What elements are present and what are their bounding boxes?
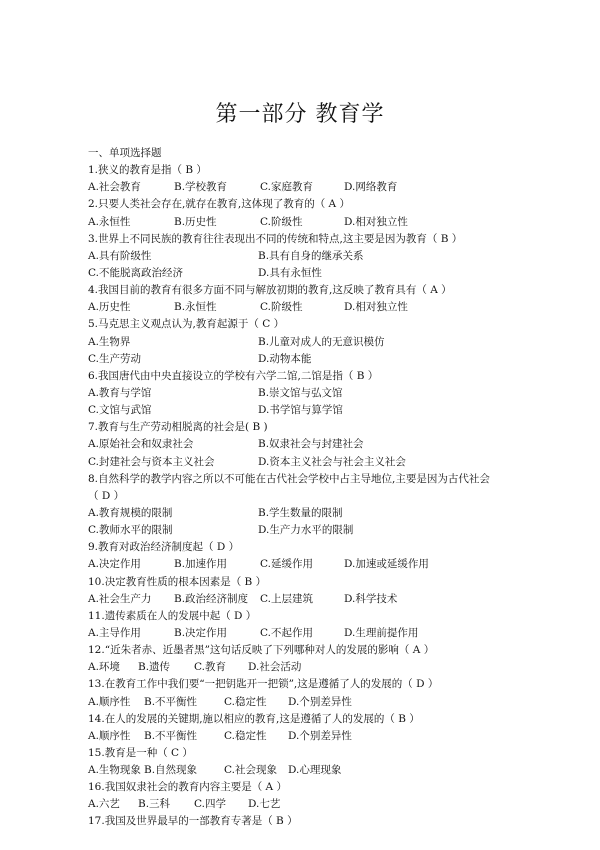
answer-option: D.具有永恒性	[258, 266, 322, 279]
answer-option: A.顺序性	[88, 695, 131, 708]
answer-option: A.教育与学馆	[88, 386, 152, 399]
answer-option: A.生物现象	[88, 764, 141, 777]
answer-option: A.主导作用	[88, 626, 141, 639]
options-row	[88, 728, 518, 745]
answer-option: C.生产劳动	[88, 352, 141, 365]
options-row	[88, 402, 518, 419]
answer-option: C.阶级性	[260, 215, 303, 228]
options-row	[88, 556, 518, 573]
answer-option: D.资本主义社会与社会主义社会	[258, 455, 406, 468]
question-text: 10.决定教育性质的根本因素是（ B ）	[88, 575, 267, 588]
answer-option: C.教师水平的限制	[88, 524, 173, 537]
answer-option: A.永恒性	[88, 215, 131, 228]
answer-option: D.心理现象	[288, 764, 342, 777]
answer-option: A.历史性	[88, 301, 131, 314]
question-text: 12.“近朱者赤、近墨者黑”这句话反映了下列哪种对人的发展的影响（ A ）	[88, 644, 435, 657]
answer-option: A.决定作用	[88, 558, 141, 571]
page-title: 第一部分 教育学	[215, 102, 385, 127]
section-heading: 一、单项选择题	[88, 147, 162, 159]
options-row	[88, 351, 518, 368]
answer-option: C.阶级性	[260, 301, 303, 314]
question-text: 3.世界上不同民族的教育往往表现出不同的传统和特点,这主要是因为教育（ B ）	[88, 232, 463, 245]
question-text: 13.在教育工作中我们要“一把钥匙开一把锁”,这是遵循了人的发展的（ D ）	[88, 678, 439, 691]
question-text: 11.遗传素质在人的发展中起（ D ）	[88, 609, 257, 622]
question-text: 6.我国唐代由中央直接设立的学校有六学二馆,二馆是指（ B ）	[88, 369, 379, 382]
answer-option: B.决定作用	[174, 626, 228, 639]
question-text: 4.我国目前的教育有很多方面不同与解放初期的教育,这反映了教育具有（ A ）	[88, 284, 452, 297]
options-row	[88, 248, 518, 265]
answer-option: C.文馆与武馆	[88, 404, 152, 417]
answer-option: D.生产力水平的限制	[258, 524, 354, 537]
answer-option: D.社会活动	[248, 661, 302, 674]
answer-option: B.儿童对成人的无意识模仿	[258, 335, 385, 348]
question-text: 1.狭义的教育是指（ B ）	[88, 164, 207, 177]
question-text-continued: （ D ）	[88, 489, 125, 502]
answer-option: B.不平衡性	[144, 695, 198, 708]
answer-option: B.学校教育	[174, 181, 228, 194]
question-text: 8.自然科学的教学内容之所以不可能在古代社会学校中占主导地位,主要是因为古代社会	[88, 472, 490, 485]
options-row	[88, 796, 518, 813]
answer-option: D.生理前提作用	[344, 626, 419, 639]
answer-option: B.历史性	[174, 215, 217, 228]
answer-option: C.四学	[194, 798, 226, 811]
answer-option: A.六艺	[88, 798, 120, 811]
answer-option: A.社会生产力	[88, 592, 152, 605]
options-row	[88, 334, 518, 351]
answer-option: C.延缓作用	[260, 558, 313, 571]
answer-option: D.加速或延缓作用	[344, 558, 429, 571]
answer-option: D.网络教育	[344, 181, 398, 194]
answer-option: C.不起作用	[260, 626, 313, 639]
answer-option: C.稳定性	[224, 729, 267, 742]
answer-option: B.政治经济制度	[174, 592, 249, 605]
answer-option: B.具有自身的继承关系	[258, 249, 364, 262]
question-text: 9.教育对政治经济制度起（ D ）	[88, 541, 240, 554]
options-row	[88, 265, 518, 282]
answer-option: B.加速作用	[174, 558, 228, 571]
answer-option: C.稳定性	[224, 695, 267, 708]
answer-option: A.环境	[88, 661, 120, 674]
answer-option: C.封建社会与资本主义社会	[88, 455, 215, 468]
options-row	[88, 299, 518, 316]
answer-option: A.生物界	[88, 335, 131, 348]
question-text: 2.只要人类社会存在,就存在教育,这体现了教育的（ A ）	[88, 198, 350, 211]
options-row	[88, 522, 518, 539]
answer-option: B.学生数量的限制	[258, 506, 343, 519]
options-row	[88, 385, 518, 402]
options-row	[88, 591, 518, 608]
options-row	[88, 454, 518, 471]
answer-option: A.社会教育	[88, 181, 141, 194]
answer-option: A.顺序性	[88, 729, 131, 742]
answer-option: A.教育规模的限制	[88, 506, 173, 519]
answer-option: D.相对独立性	[344, 215, 408, 228]
question-text: 16.我国奴隶社会的教育内容主要是（ A ）	[88, 781, 287, 794]
answer-option: D.个别差异性	[288, 729, 352, 742]
options-row	[88, 694, 518, 711]
answer-option: A.原始社会和奴隶社会	[88, 438, 194, 451]
answer-option: C.教育	[194, 661, 226, 674]
answer-option: D.科学技术	[344, 592, 398, 605]
question-text: 14.在人的发展的关键期,施以相应的教育,这是遵循了人的发展的（ B ）	[88, 712, 420, 725]
question-text: 5.马克思主义观点认为,教育起源于（ C ）	[88, 318, 285, 331]
question-text: 7.教育与生产劳动相脱离的社会是( B )	[88, 421, 268, 434]
options-row	[88, 505, 518, 522]
answer-option: D.相对独立性	[344, 301, 408, 314]
answer-option: D.书学馆与算学馆	[258, 404, 343, 417]
answer-option: C.上层建筑	[260, 592, 313, 605]
answer-option: C.社会现象	[224, 764, 277, 777]
question-text: 17.我国及世界最早的一部教育专著是（ B ）	[88, 815, 298, 828]
answer-option: C.家庭教育	[260, 181, 313, 194]
answer-option: D.动物本能	[258, 352, 312, 365]
options-row	[88, 214, 518, 231]
options-row	[88, 659, 518, 676]
answer-option: A.具有阶级性	[88, 249, 152, 262]
options-row	[88, 625, 518, 642]
answer-option: B.崇文馆与弘文馆	[258, 386, 343, 399]
answer-option: C.不能脱离政治经济	[88, 266, 183, 279]
answer-option: B.永恒性	[174, 301, 217, 314]
answer-option: B.遗传	[138, 661, 171, 674]
question-list	[88, 145, 518, 831]
options-row	[88, 436, 518, 453]
answer-option: D.七艺	[248, 798, 281, 811]
answer-option: D.个别差异性	[288, 695, 352, 708]
answer-option: B.自然现象	[144, 764, 198, 777]
answer-option: B.三科	[138, 798, 171, 811]
options-row	[88, 179, 518, 196]
answer-option: B.不平衡性	[144, 729, 198, 742]
answer-option: B.奴隶社会与封建社会	[258, 438, 364, 451]
options-row	[88, 762, 518, 779]
question-text: 15.教育是一种（ C ）	[88, 746, 193, 759]
